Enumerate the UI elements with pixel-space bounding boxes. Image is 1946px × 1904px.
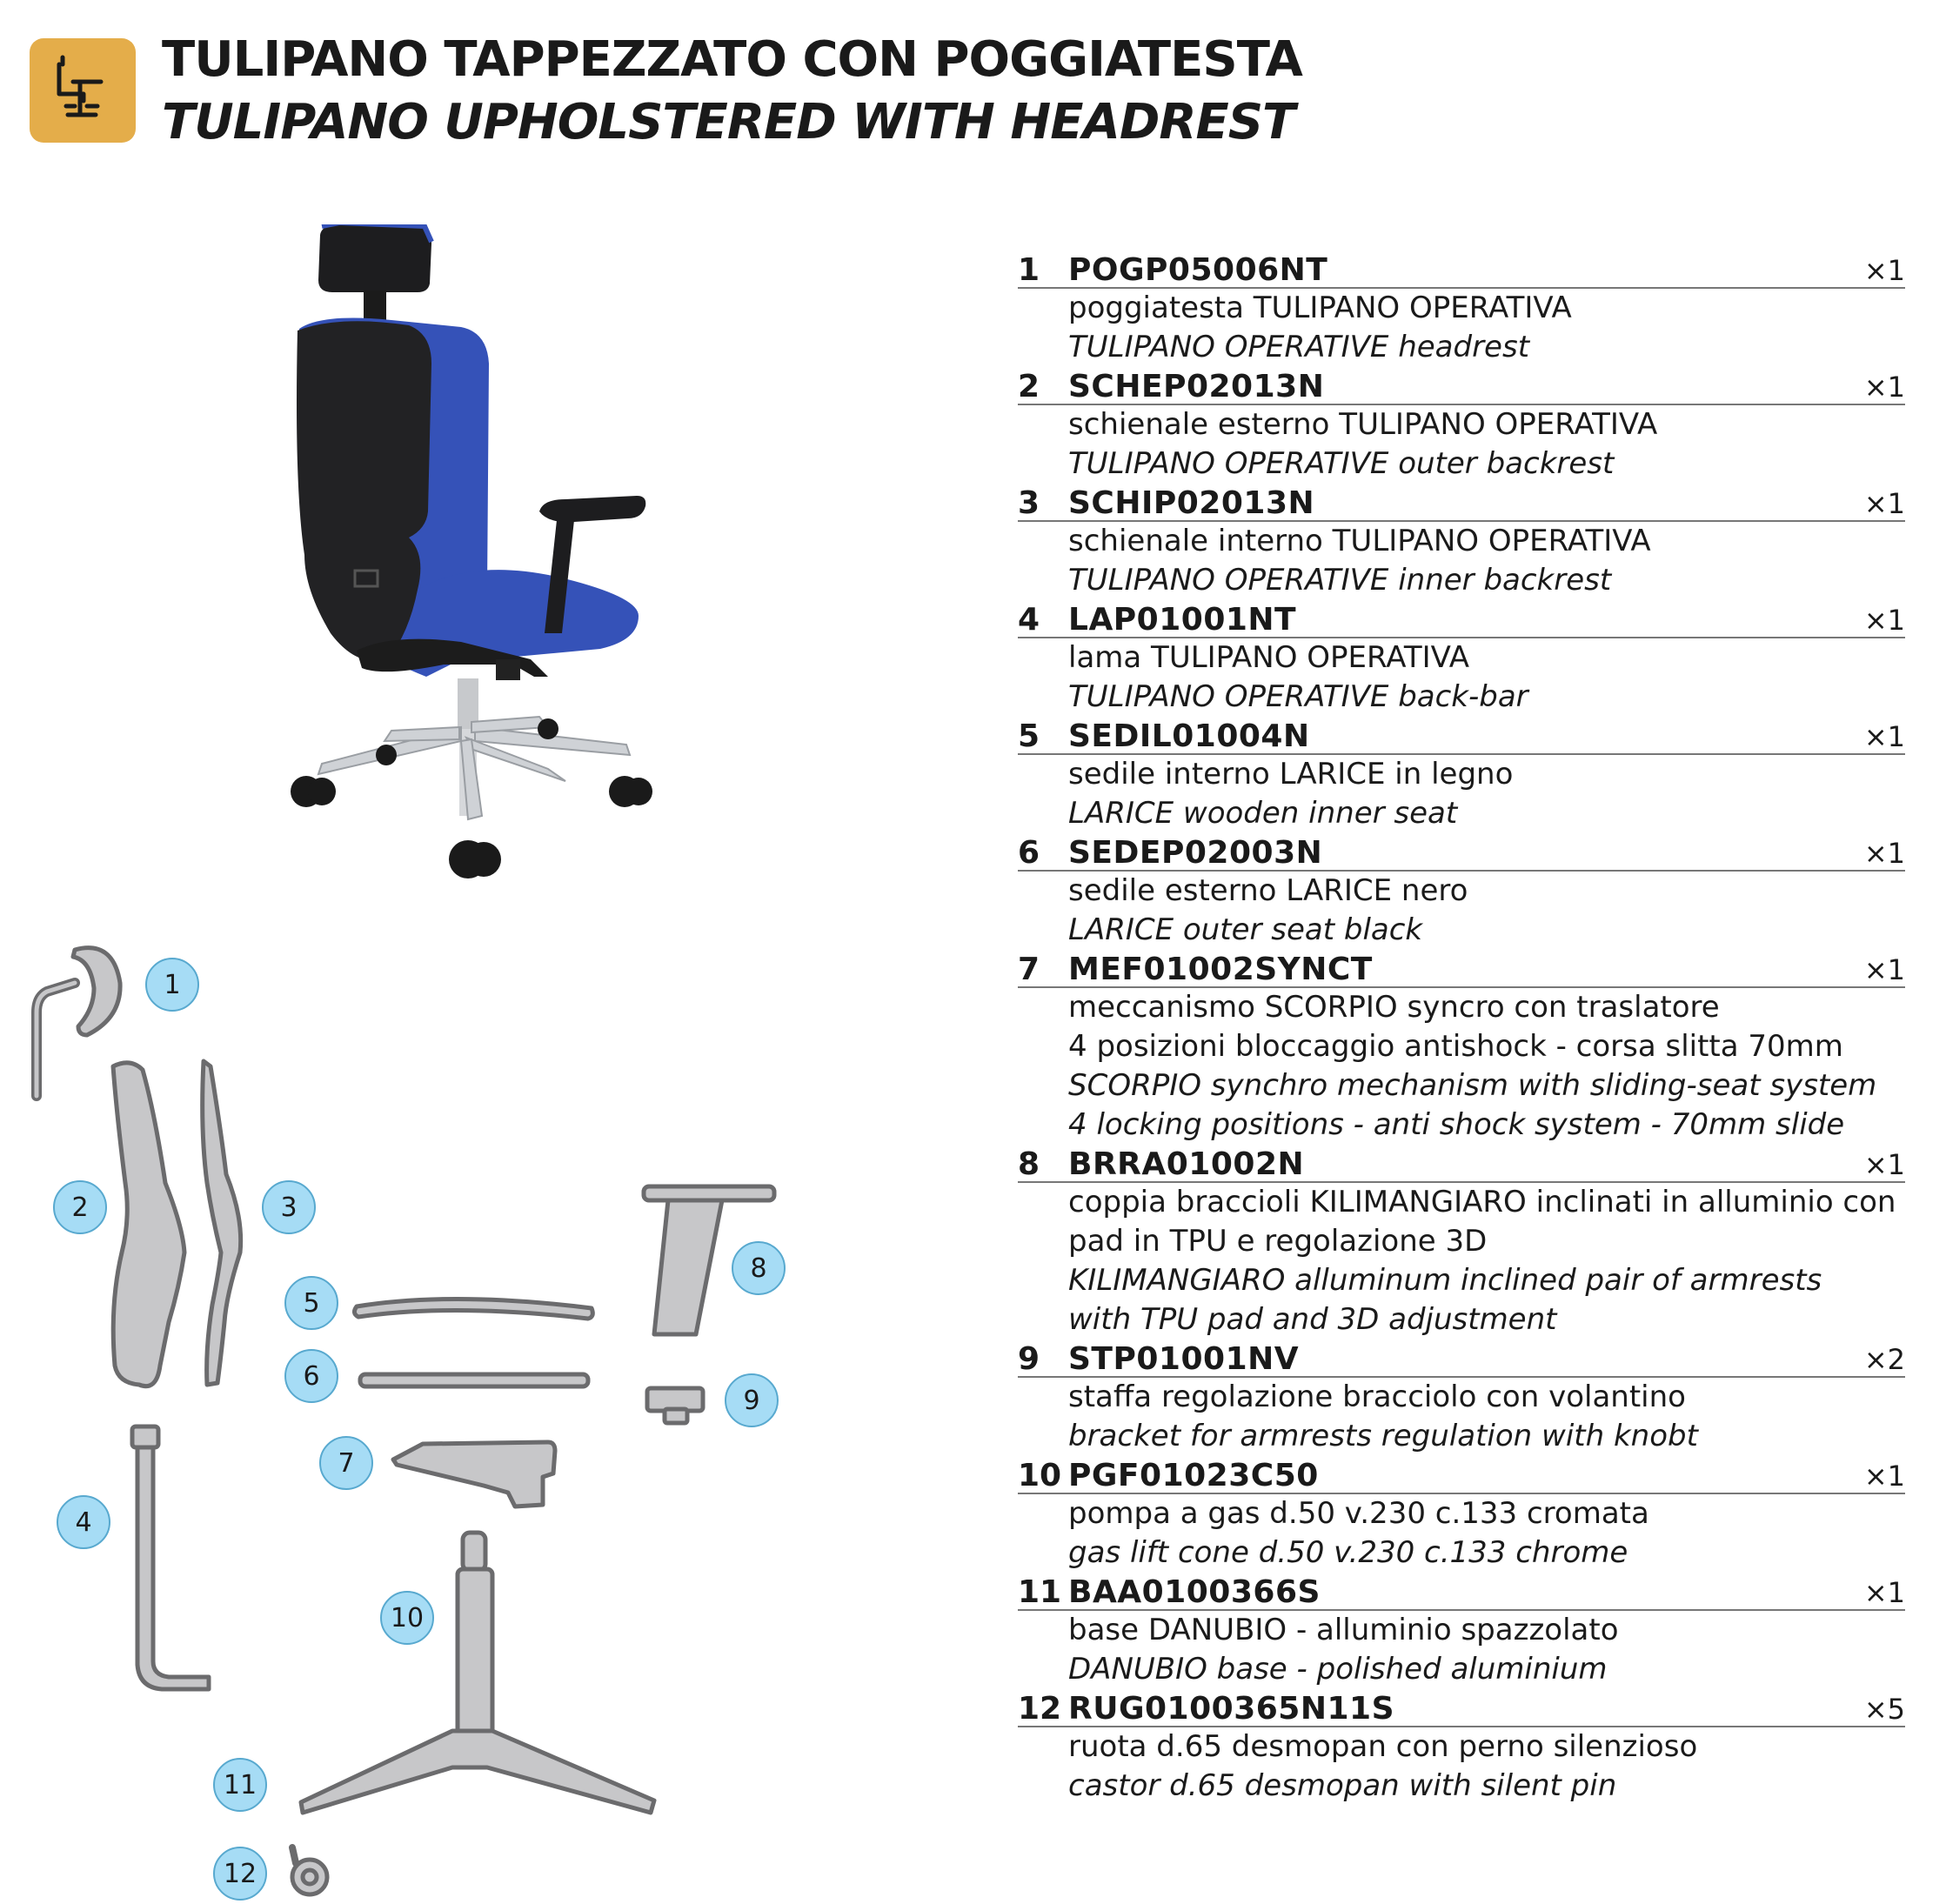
svg-text:7: 7 [338, 1448, 355, 1479]
part-description-english: KILIMANGIARO alluminum inclined pair of armrests [1068, 1263, 1822, 1298]
callout-12 [214, 1847, 266, 1900]
part-code: PGF01023C50 [1068, 1458, 1319, 1493]
svg-text:2: 2 [71, 1193, 89, 1223]
part-description-english: 4 locking positions - anti shock system - 70mm slide [1068, 1107, 1845, 1142]
callout-8 [732, 1242, 785, 1294]
part-entry [1018, 1458, 1905, 1573]
part-description-italian: pompa a gas d.50 v.230 c.133 cromata [1068, 1496, 1649, 1531]
part-headrest-bar [37, 983, 75, 1096]
chair-photo [287, 224, 687, 894]
part-quantity: ×2 [1863, 1343, 1905, 1376]
part-code: SCHIP02013N [1068, 485, 1315, 521]
part-number: 9 [1018, 1341, 1040, 1377]
exploded-diagram [0, 939, 835, 1904]
part-entry [1018, 1691, 1905, 1806]
svg-text:12: 12 [223, 1859, 257, 1889]
part-back-bar [137, 1426, 209, 1689]
part-code: POGP05006NT [1068, 252, 1328, 288]
part-description-italian: schienale esterno TULIPANO OPERATIVA [1068, 407, 1658, 442]
svg-text:9: 9 [743, 1386, 760, 1416]
part-description-english: LARICE outer seat black [1068, 912, 1423, 947]
part-number: 4 [1018, 602, 1040, 638]
part-entry [1018, 1341, 1905, 1456]
part-code: STP01001NV [1068, 1341, 1300, 1377]
part-number: 7 [1018, 952, 1040, 987]
part-description-english: TULIPANO OPERATIVE outer backrest [1068, 446, 1615, 481]
part-number: 2 [1018, 369, 1040, 404]
part-header [1018, 485, 1905, 522]
part-number: 10 [1018, 1458, 1062, 1493]
part-number: 6 [1018, 835, 1040, 871]
part-code: SEDIL01004N [1068, 718, 1310, 754]
part-back-bar-top [132, 1426, 158, 1447]
page-title-italian: TULIPANO TAPPEZZATO CON POGGIATESTA [162, 31, 1302, 88]
part-quantity: ×1 [1863, 837, 1905, 870]
callout-2 [54, 1181, 106, 1233]
part-code: MEF01002SYNCT [1068, 952, 1373, 987]
part-header [1018, 602, 1905, 638]
part-quantity: ×1 [1863, 1576, 1905, 1609]
part-number: 12 [1018, 1691, 1062, 1727]
part-outer-backrest [113, 1063, 184, 1386]
svg-text:3: 3 [280, 1193, 298, 1223]
page-title-english: TULIPANO UPHOLSTERED WITH HEADREST [162, 94, 1295, 150]
part-quantity: ×1 [1863, 371, 1905, 404]
svg-text:1: 1 [164, 970, 181, 1000]
part-header [1018, 1341, 1905, 1378]
part-entry [1018, 369, 1905, 484]
part-description-italian: poggiatesta TULIPANO OPERATIVA [1068, 291, 1572, 325]
part-code: RUG0100365N11S [1068, 1691, 1394, 1727]
part-quantity: ×1 [1863, 720, 1905, 753]
part-entry [1018, 835, 1905, 950]
part-quantity: ×1 [1863, 254, 1905, 287]
part-code: BRRA01002N [1068, 1146, 1305, 1182]
part-description-english: with TPU pad and 3D adjustment [1068, 1302, 1557, 1337]
callout-4 [57, 1496, 110, 1548]
callout-6 [285, 1350, 338, 1402]
part-header [1018, 952, 1905, 988]
part-description-italian: lama TULIPANO OPERATIVA [1068, 640, 1470, 675]
part-entry [1018, 252, 1905, 367]
part-code: SCHEP02013N [1068, 369, 1325, 404]
part-number: 1 [1018, 252, 1040, 288]
part-inner-backrest [203, 1061, 241, 1385]
part-description-english: castor d.65 desmopan with silent pin [1068, 1768, 1617, 1803]
part-entry [1018, 952, 1905, 1145]
part-quantity: ×1 [1863, 1148, 1905, 1181]
part-description-italian: base DANUBIO - alluminio spazzolato [1068, 1613, 1619, 1647]
svg-text:11: 11 [223, 1770, 257, 1800]
part-gas-lift-top [463, 1533, 485, 1571]
part-quantity: ×1 [1863, 953, 1905, 986]
part-description-italian: coppia braccioli KILIMANGIARO inclinati in alluminio con [1068, 1185, 1896, 1219]
part-description-english: TULIPANO OPERATIVE back-bar [1068, 679, 1528, 714]
svg-text:6: 6 [303, 1361, 320, 1392]
callout-1 [146, 959, 198, 1011]
part-description-italian: sedile esterno LARICE nero [1068, 873, 1468, 908]
part-description-english: DANUBIO base - polished aluminium [1068, 1652, 1608, 1687]
part-header [1018, 1458, 1905, 1494]
part-quantity: ×1 [1863, 1460, 1905, 1493]
part-description-italian: sedile interno LARICE in legno [1068, 757, 1514, 792]
callout-9 [726, 1374, 778, 1426]
part-description-english: TULIPANO OPERATIVE inner backrest [1068, 563, 1612, 598]
part-code: BAA0100366S [1068, 1574, 1321, 1610]
part-code: SEDEP02003N [1068, 835, 1323, 871]
part-description-english: LARICE wooden inner seat [1068, 796, 1458, 831]
svg-text:4: 4 [75, 1507, 92, 1538]
part-description-english: bracket for armrests regulation with knobt [1068, 1419, 1698, 1453]
svg-text:5: 5 [303, 1288, 320, 1319]
part-quantity: ×5 [1863, 1693, 1905, 1726]
part-entry [1018, 602, 1905, 717]
callout-5 [285, 1277, 338, 1329]
part-quantity: ×1 [1863, 604, 1905, 637]
part-number: 8 [1018, 1146, 1040, 1182]
part-header [1018, 252, 1905, 289]
part-description-english: TULIPANO OPERATIVE headrest [1068, 330, 1530, 364]
part-armrest-arm [654, 1200, 722, 1334]
part-description-italian: ruota d.65 desmopan con perno silenzioso [1068, 1729, 1698, 1764]
chair-icon [30, 38, 136, 143]
part-header [1018, 1691, 1905, 1727]
part-entry [1018, 718, 1905, 833]
svg-text:8: 8 [750, 1253, 767, 1284]
svg-text:10: 10 [390, 1603, 425, 1633]
part-number: 11 [1018, 1574, 1062, 1610]
callout-11 [214, 1759, 266, 1811]
part-entry [1018, 485, 1905, 600]
part-description-english: gas lift cone d.50 v.230 c.133 chrome [1068, 1535, 1628, 1570]
part-header [1018, 369, 1905, 405]
part-inner-seat [354, 1299, 592, 1319]
part-mechanism [393, 1442, 555, 1506]
part-base [301, 1731, 654, 1813]
part-code: LAP01001NT [1068, 602, 1297, 638]
part-description-italian: schienale interno TULIPANO OPERATIVA [1068, 524, 1651, 558]
part-description-italian: pad in TPU e regolazione 3D [1068, 1224, 1488, 1259]
part-entry [1018, 1146, 1905, 1339]
chair-icon-badge [30, 38, 136, 143]
part-description-italian: 4 posizioni bloccaggio antishock - corsa slitta 70mm [1068, 1029, 1843, 1064]
callout-10 [381, 1592, 433, 1644]
part-header [1018, 835, 1905, 872]
part-entry [1018, 1574, 1905, 1689]
parts-list [1018, 252, 1905, 1807]
part-header [1018, 1146, 1905, 1183]
part-outer-seat [360, 1374, 588, 1386]
callout-7 [320, 1437, 372, 1489]
part-description-english: SCORPIO synchro mechanism with sliding-seat system [1068, 1068, 1877, 1103]
part-header [1018, 1574, 1905, 1611]
callout-3 [263, 1181, 315, 1233]
part-description-italian: staffa regolazione bracciolo con volantino [1068, 1380, 1686, 1414]
part-header [1018, 718, 1905, 755]
part-quantity: ×1 [1863, 487, 1905, 520]
part-description-italian: meccanismo SCORPIO syncro con traslatore [1068, 990, 1720, 1025]
part-number: 5 [1018, 718, 1040, 754]
part-headrest [73, 948, 120, 1035]
part-number: 3 [1018, 485, 1040, 521]
